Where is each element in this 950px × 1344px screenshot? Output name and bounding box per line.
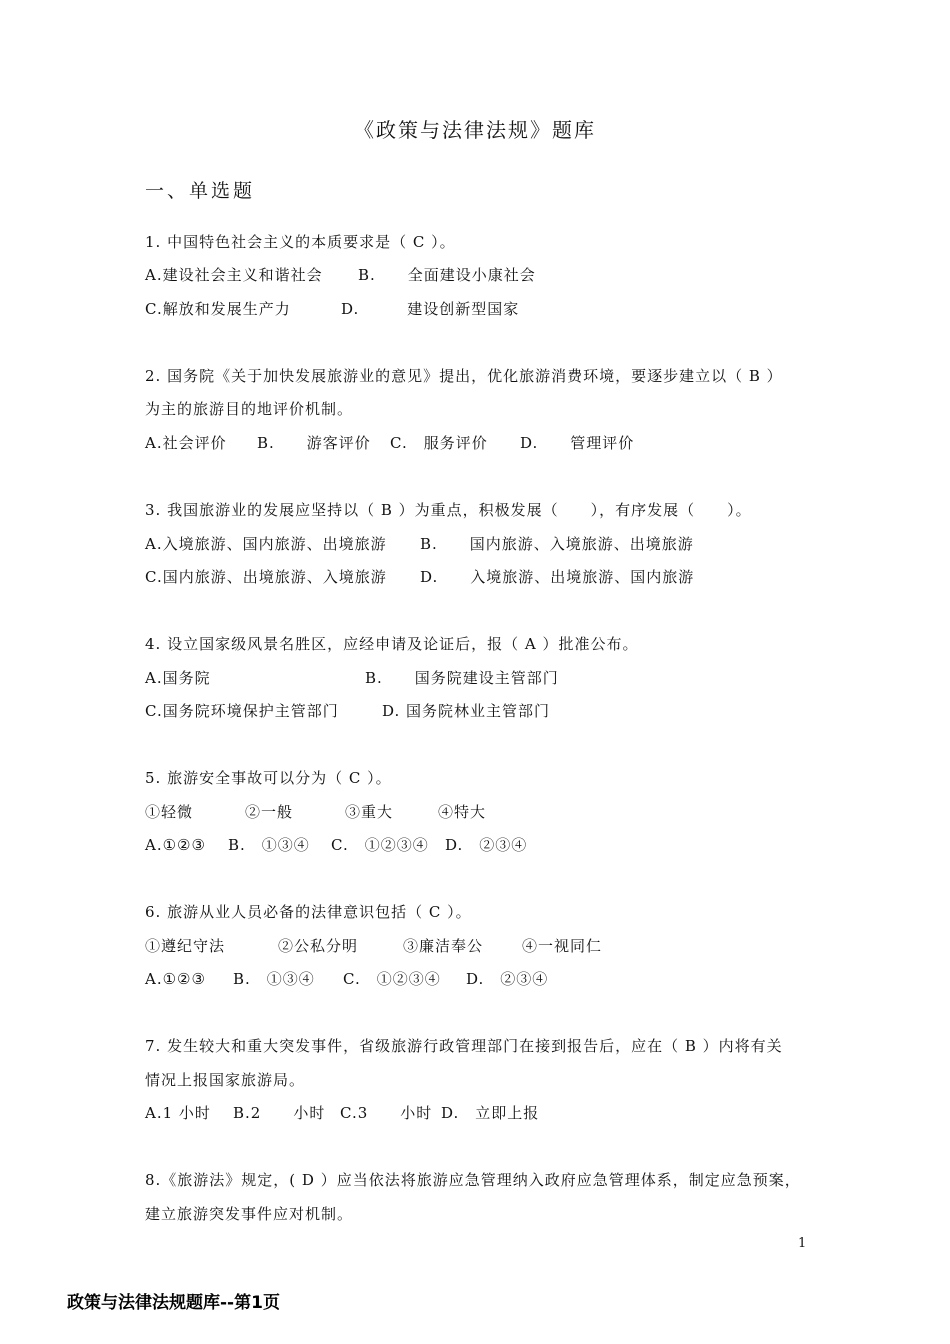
option-c: C. ①②③④ xyxy=(331,836,429,854)
option-d: D. 入境旅游、出境旅游、国内旅游 xyxy=(420,568,695,586)
question-8-stem-line-1: 8.《旅游法》规定，( D ）应当依法将旅游应急管理纳入政府应急管理体系，制定应急预案， xyxy=(145,1171,801,1189)
option-a: A.社会评价 xyxy=(145,434,227,452)
page-number: 1 xyxy=(798,1236,807,1251)
option-a: A.入境旅游、国内旅游、出境旅游 xyxy=(145,535,387,553)
option-c: C.解放和发展生产力 xyxy=(145,300,291,318)
question-8-stem-line-2: 建立旅游突发事件应对机制。 xyxy=(145,1205,354,1223)
question-2-stem-line-2: 为主的旅游目的地评价机制。 xyxy=(145,400,354,418)
option-a: A.建设社会主义和谐社会 xyxy=(145,266,323,284)
question-6-stem: 6. 旅游从业人员必备的法律意识包括（ C ）。 xyxy=(145,903,472,921)
item-1: ①轻微 xyxy=(145,803,194,821)
option-b: B. 国内旅游、入境旅游、出境旅游 xyxy=(420,535,694,553)
option-c: C. ①②③④ xyxy=(343,970,441,988)
option-d: D. 建设创新型国家 xyxy=(341,300,520,318)
option-b: B. ①③④ xyxy=(233,970,315,988)
question-4-stem: 4. 设立国家级风景名胜区，应经申请及论证后，报（ A ）批准公布。 xyxy=(145,635,639,653)
question-7-stem-line-1: 7. 发生较大和重大突发事件，省级旅游行政管理部门在接到报告后，应在（ B ）内将有关 xyxy=(145,1037,783,1055)
option-d: D. ②③④ xyxy=(445,836,528,854)
option-d: D. ②③④ xyxy=(466,970,549,988)
option-c: C. 服务评价 xyxy=(390,434,488,452)
option-c: C.3 小时 xyxy=(340,1104,433,1122)
option-a: A.1 小时 xyxy=(145,1104,211,1122)
item-2: ②公私分明 xyxy=(278,937,359,955)
option-a: A.①②③ xyxy=(145,836,206,854)
item-1: ①遵纪守法 xyxy=(145,937,226,955)
section-heading: 一、单选题 xyxy=(145,180,256,202)
page-footer: 政策与法律法规题库--第1页 xyxy=(67,1293,280,1313)
option-a: A.国务院 xyxy=(145,669,211,687)
item-2: ②一般 xyxy=(245,803,294,821)
item-4: ④一视同仁 xyxy=(522,937,603,955)
question-1-stem: 1. 中国特色社会主义的本质要求是（ C ）。 xyxy=(145,233,456,251)
option-c: C.国务院环境保护主管部门 xyxy=(145,702,339,720)
option-c: C.国内旅游、出境旅游、入境旅游 xyxy=(145,568,387,586)
option-d: D. 国务院林业主管部门 xyxy=(382,702,551,720)
item-4: ④特大 xyxy=(438,803,487,821)
question-7-stem-line-2: 情况上报国家旅游局。 xyxy=(145,1071,306,1089)
item-3: ③重大 xyxy=(345,803,394,821)
option-b: B. 全面建设小康社会 xyxy=(358,266,536,284)
option-b: B. ①③④ xyxy=(228,836,310,854)
option-a: A.①②③ xyxy=(145,970,206,988)
document-title: 《政策与法律法规》题库 xyxy=(354,118,596,142)
option-b: B. 游客评价 xyxy=(257,434,371,452)
item-3: ③廉洁奉公 xyxy=(403,937,484,955)
option-d: D. 管理评价 xyxy=(520,434,635,452)
question-3-stem: 3. 我国旅游业的发展应坚持以（ B ）为重点，积极发展（ ），有序发展（ ）。 xyxy=(145,501,752,519)
question-2-stem-line-1: 2. 国务院《关于加快发展旅游业的意见》提出，优化旅游消费环境，要逐步建立以（ B ） xyxy=(145,367,783,385)
question-5-stem: 5. 旅游安全事故可以分为（ C ）。 xyxy=(145,769,392,787)
option-b: B.2 小时 xyxy=(233,1104,326,1122)
option-d: D. 立即上报 xyxy=(441,1104,540,1122)
option-b: B. 国务院建设主管部门 xyxy=(365,669,559,687)
